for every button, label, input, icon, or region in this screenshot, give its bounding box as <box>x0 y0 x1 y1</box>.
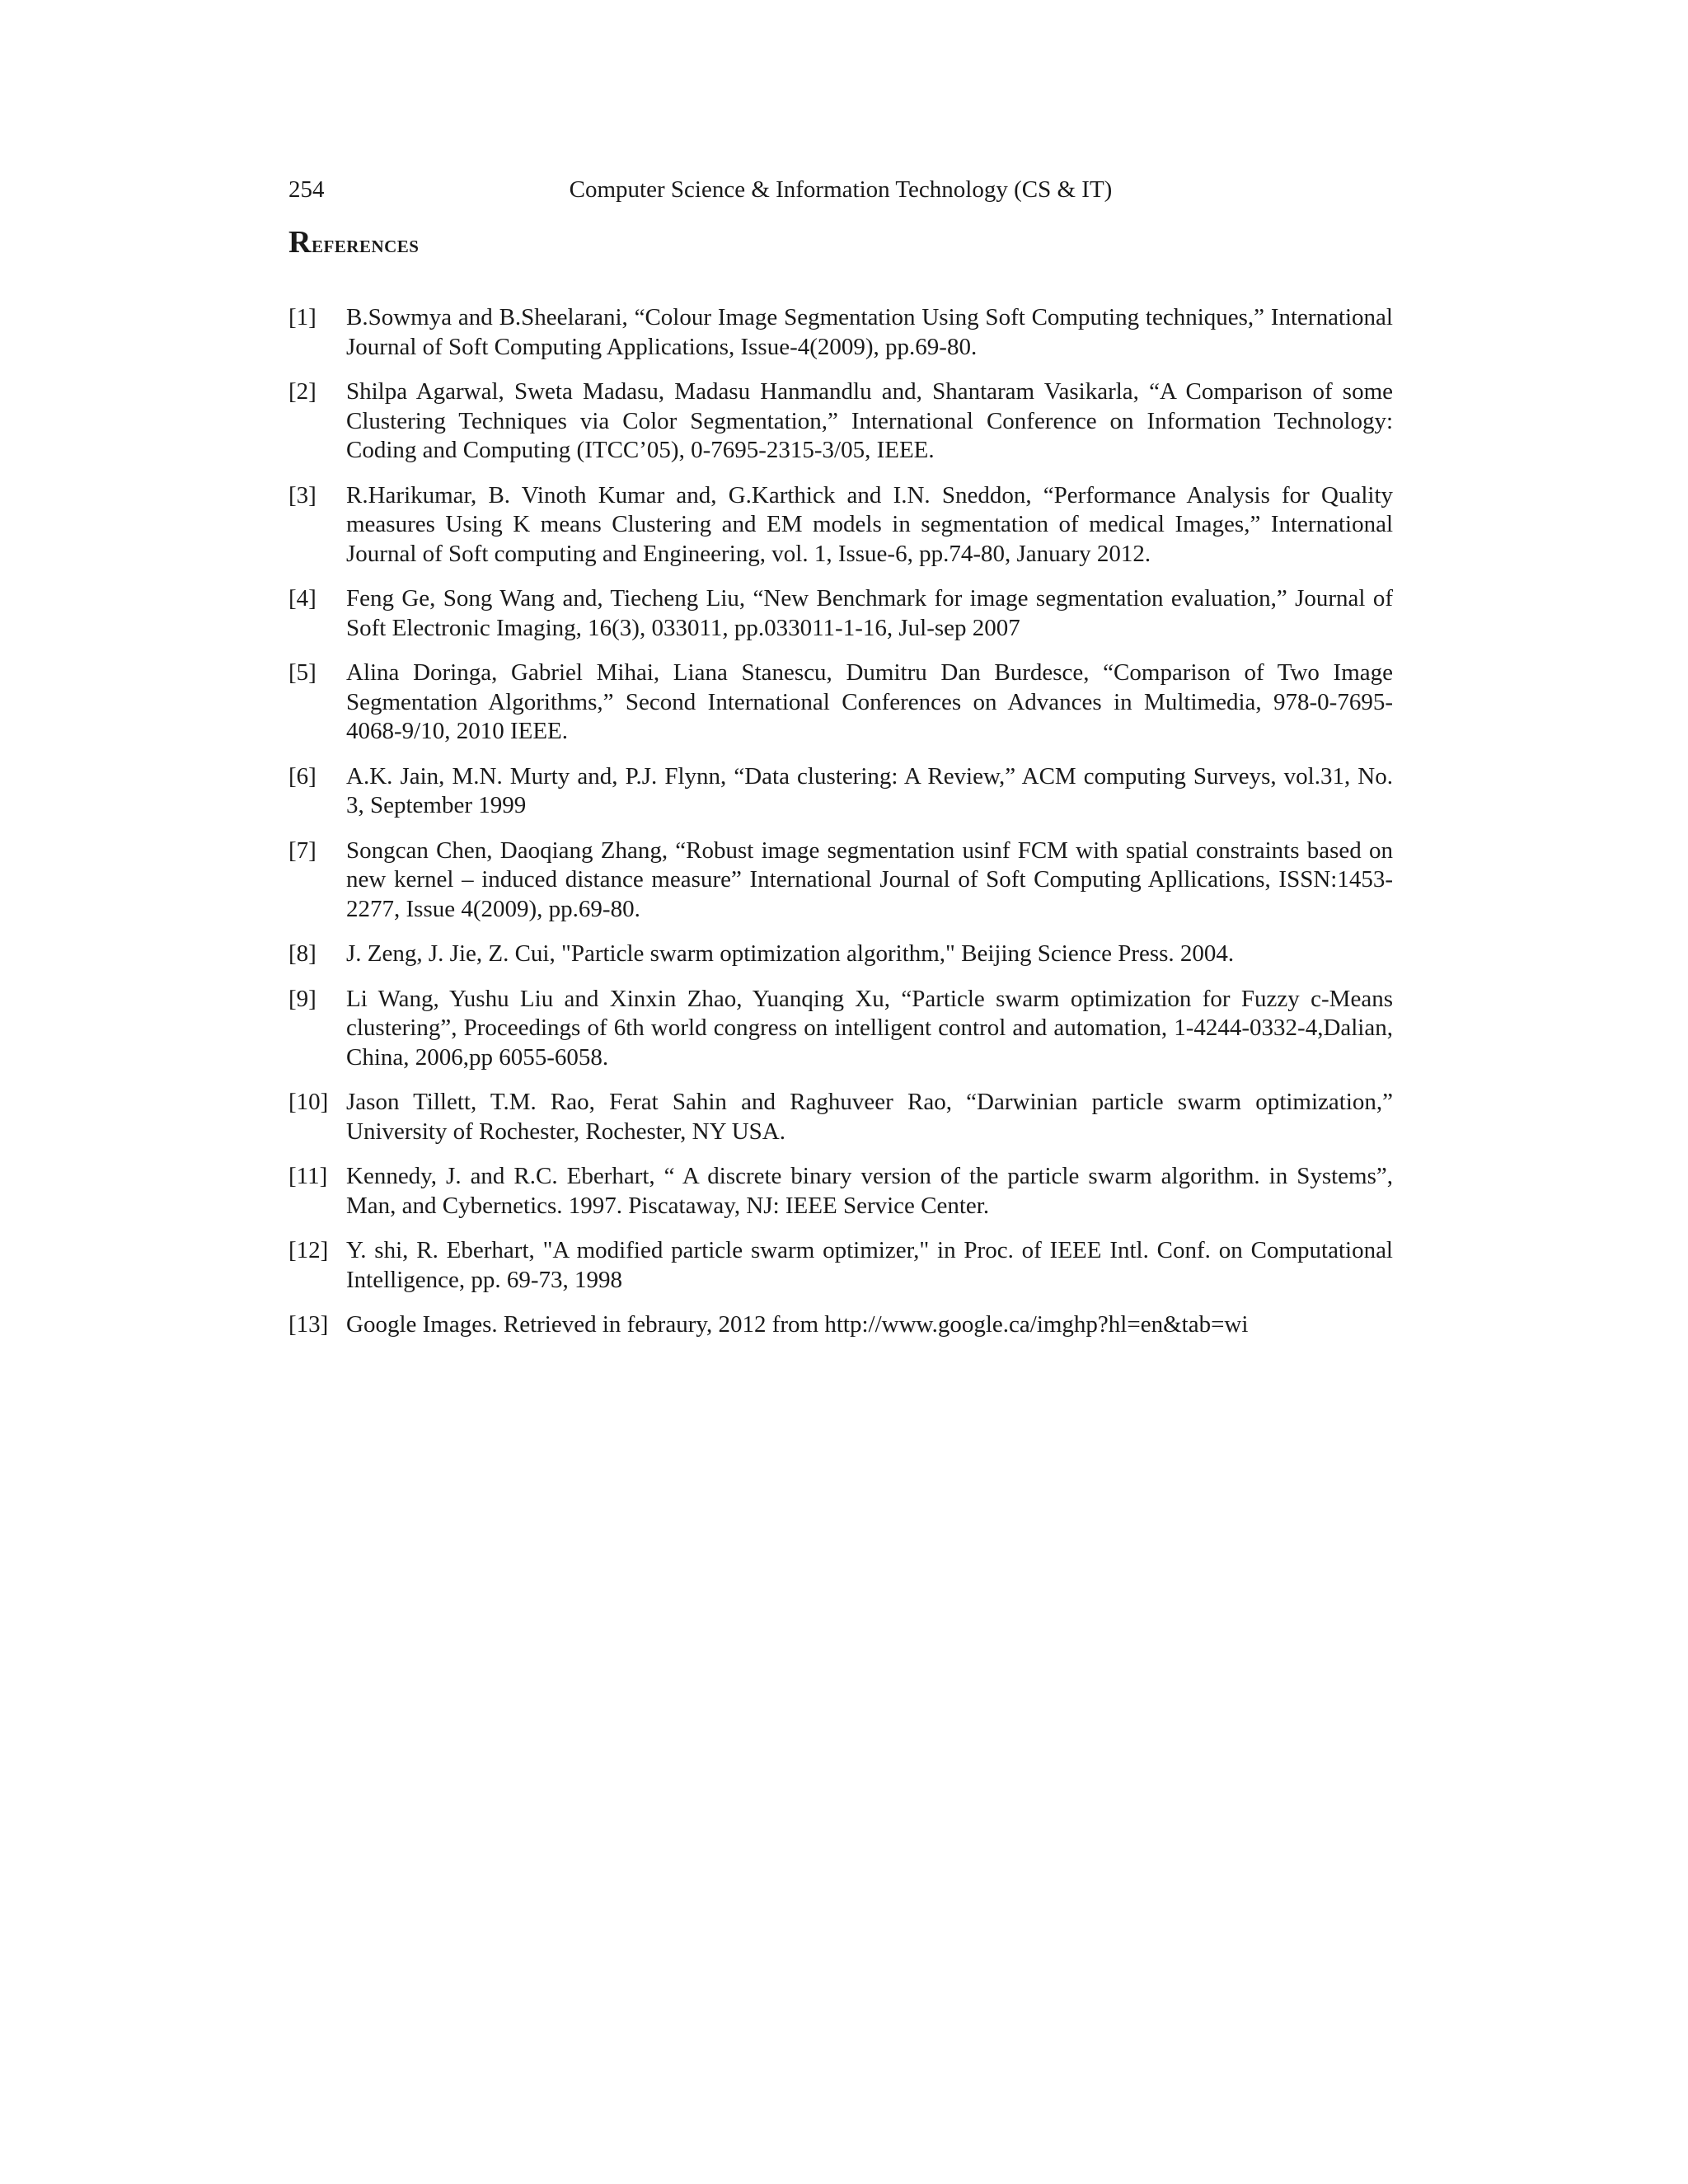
reference-item <box>288 837 1393 925</box>
section-heading-references <box>288 224 419 263</box>
reference-number: [9] <box>288 985 316 1012</box>
reference-item <box>288 762 1393 821</box>
reference-item <box>288 658 1393 747</box>
reference-list <box>288 303 1393 1356</box>
reference-text: J. Zeng, J. Jie, Z. Cui, "Particle swarm optimization algorithm," Beijing Science Press. 2004. <box>346 940 1235 967</box>
reference-item <box>288 1236 1393 1295</box>
reference-text: Li Wang, Yushu Liu and Xinxin Zhao, Yuanqing Xu, “Particle swarm optimization for Fuzzy c-Means clustering”, Proceedings of 6th world congress on intelligent control and automation, 1-4244-0332-4,Dalian, China, 2006,pp 6055-6058. <box>346 985 1393 1071</box>
reference-text: Feng Ge, Song Wang and, Tiecheng Liu, “New Benchmark for image segmentation evaluation,” Journal of Soft Electronic Imaging, 16(3), 033011, pp.033011-1-16, Jul-sep 2007 <box>346 585 1393 641</box>
reference-number: [5] <box>288 659 316 686</box>
reference-text: Songcan Chen, Daoqiang Zhang, “Robust image segmentation usinf FCM with spatial constraints based on new kernel – induced distance measure” International Journal of Soft Computing Apllications, ISSN:1453-2277, Issue 4(2009), pp.69-80. <box>346 837 1393 922</box>
reference-item <box>288 1088 1393 1146</box>
reference-number: [4] <box>288 585 316 612</box>
reference-text: Alina Doringa, Gabriel Mihai, Liana Stanescu, Dumitru Dan Burdesce, “Comparison of Two Image Segmentation Algorithms,” Second International Conferences on Advances in Multimedia, 978-0-7695-4068-9/10, 2010 IEEE. <box>346 659 1393 744</box>
reference-number: [13] <box>288 1311 329 1338</box>
reference-number: [3] <box>288 481 316 509</box>
reference-number: [2] <box>288 378 316 405</box>
page-number: 254 <box>288 176 325 203</box>
reference-number: [6] <box>288 762 316 790</box>
reference-number: [12] <box>288 1237 329 1263</box>
reference-text: Y. shi, R. Eberhart, "A modified particle swarm optimizer," in Proc. of IEEE Intl. Conf. on Computational Intelligence, pp. 69-73, 1998 <box>346 1237 1393 1293</box>
section-heading-initial: R <box>288 225 312 260</box>
reference-text: B.Sowmya and B.Sheelarani, “Colour Image Segmentation Using Soft Computing techniques,” International Journal of Soft Computing Applications, Issue-4(2009), pp.69-80. <box>346 304 1393 360</box>
reference-text: Google Images. Retrieved in febraury, 2012 from http://www.google.ca/imghp?hl=en&tab=wi <box>346 1311 1249 1338</box>
reference-item <box>288 1310 1393 1340</box>
running-header <box>288 173 1393 206</box>
reference-text: Jason Tillett, T.M. Rao, Ferat Sahin and Raghuveer Rao, “Darwinian particle swarm optimization,” University of Rochester, Rochester, NY USA. <box>346 1089 1393 1145</box>
reference-item <box>288 1162 1393 1221</box>
reference-item <box>288 940 1393 969</box>
reference-item <box>288 303 1393 362</box>
journal-title: Computer Science & Information Technology (CS & IT) <box>569 176 1113 203</box>
reference-text: R.Harikumar, B. Vinoth Kumar and, G.Karthick and I.N. Sneddon, “Performance Analysis for Quality measures Using K means Clustering and EM models in segmentation of medical Images,” International Journal of Soft computing and Engineering, vol. 1, Issue-6, pp.74-80, January 2012. <box>346 481 1393 567</box>
reference-number: [1] <box>288 304 316 330</box>
reference-item <box>288 584 1393 643</box>
section-heading-rest: eferences <box>311 231 420 258</box>
reference-number: [8] <box>288 940 316 967</box>
reference-text: Shilpa Agarwal, Sweta Madasu, Madasu Hanmandlu and, Shantaram Vasikarla, “A Comparison of some Clustering Techniques via Color Segmentation,” International Conference on Information Technology: Coding and Computing (ITCC’05), 0-7695-2315-3/05, IEEE. <box>346 378 1393 463</box>
reference-number: [11] <box>288 1163 328 1189</box>
reference-item <box>288 985 1393 1073</box>
reference-text: Kennedy, J. and R.C. Eberhart, “ A discrete binary version of the particle swarm algorithm. in Systems”, Man, and Cybernetics. 1997. Piscataway, NJ: IEEE Service Center. <box>346 1163 1393 1219</box>
reference-number: [10] <box>288 1089 329 1115</box>
reference-number: [7] <box>288 837 316 864</box>
reference-item <box>288 481 1393 569</box>
reference-item <box>288 377 1393 466</box>
reference-text: A.K. Jain, M.N. Murty and, P.J. Flynn, “Data clustering: A Review,” ACM computing Surveys, vol.31, No. 3, September 1999 <box>346 762 1393 818</box>
